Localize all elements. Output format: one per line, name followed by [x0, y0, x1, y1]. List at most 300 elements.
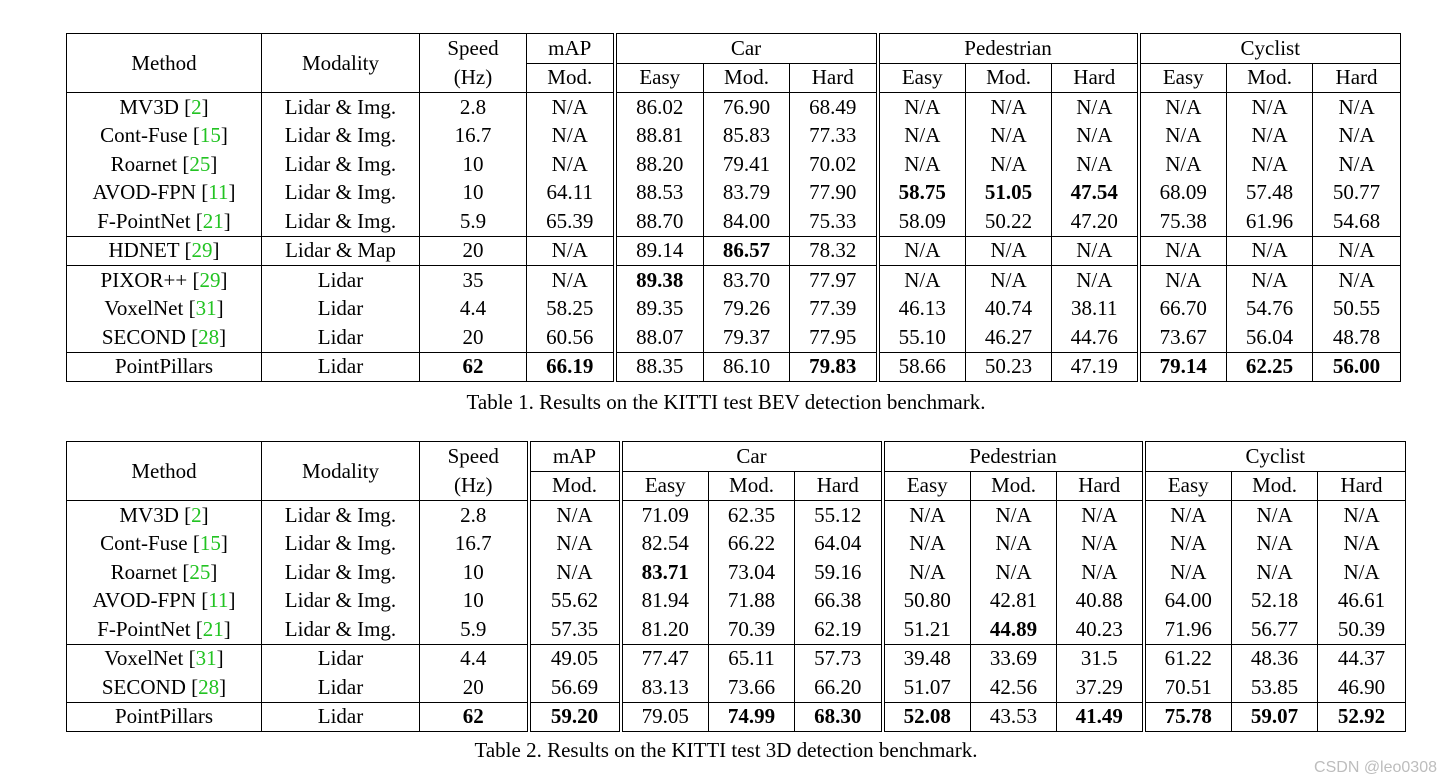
- car-value-cell: 89.38: [615, 266, 704, 295]
- car-value-cell: 83.70: [704, 266, 790, 295]
- header-modality: Modality: [262, 34, 420, 93]
- ped-value-cell: 51.05: [966, 179, 1052, 208]
- method-cell: F-PointNet [21]: [67, 615, 262, 644]
- cyc-value-cell: 79.14: [1139, 352, 1227, 382]
- header-cyc-hard: Hard: [1313, 63, 1401, 93]
- ped-value-cell: 55.10: [878, 323, 966, 352]
- cyc-value-cell: 71.96: [1144, 615, 1232, 644]
- car-value-cell: 77.90: [790, 179, 878, 208]
- car-value-cell: 83.71: [621, 558, 709, 587]
- header-pedestrian: Pedestrian: [883, 442, 1144, 472]
- table-row: [67, 501, 1406, 530]
- cyc-value-cell: 50.55: [1313, 295, 1401, 324]
- citation-link[interactable]: 21: [202, 208, 224, 233]
- citation-link[interactable]: 11: [208, 180, 229, 205]
- header-map-sub: Mod.: [527, 63, 615, 93]
- table1-body: [67, 93, 1401, 382]
- modality-cell: Lidar & Img.: [262, 615, 420, 644]
- ped-value-cell: 44.76: [1052, 323, 1139, 352]
- map-cell: N/A: [529, 501, 621, 530]
- header-car: Car: [621, 442, 883, 472]
- car-value-cell: 70.39: [709, 615, 795, 644]
- citation-link[interactable]: 31: [195, 646, 217, 671]
- cyc-value-cell: N/A: [1313, 122, 1401, 151]
- header-car-easy: Easy: [621, 471, 709, 501]
- header-ped-hard: Hard: [1052, 63, 1139, 93]
- table-row: [67, 644, 1406, 673]
- method-cell: Cont-Fuse [15]: [67, 530, 262, 559]
- table-row: [67, 558, 1406, 587]
- car-value-cell: 79.05: [621, 702, 709, 732]
- cyc-value-cell: 61.96: [1227, 207, 1313, 236]
- cyc-value-cell: 44.37: [1318, 644, 1406, 673]
- cyc-value-cell: 68.09: [1139, 179, 1227, 208]
- cyc-value-cell: N/A: [1232, 530, 1318, 559]
- cyc-value-cell: N/A: [1139, 122, 1227, 151]
- speed-cell: 2.8: [420, 501, 529, 530]
- ped-value-cell: N/A: [1052, 236, 1139, 266]
- table-row: [67, 323, 1401, 352]
- map-cell: 49.05: [529, 644, 621, 673]
- ped-value-cell: 39.48: [883, 644, 971, 673]
- header-modality: Modality: [262, 442, 420, 501]
- map-cell: 59.20: [529, 702, 621, 732]
- table-row: [67, 702, 1406, 732]
- ped-value-cell: 33.69: [971, 644, 1057, 673]
- ped-value-cell: 40.74: [966, 295, 1052, 324]
- speed-cell: 10: [420, 179, 527, 208]
- ped-value-cell: N/A: [966, 236, 1052, 266]
- car-value-cell: 74.99: [709, 702, 795, 732]
- car-value-cell: 88.81: [615, 122, 704, 151]
- map-cell: N/A: [527, 93, 615, 122]
- modality-cell: Lidar & Img.: [262, 530, 420, 559]
- cyc-value-cell: N/A: [1227, 122, 1313, 151]
- cyc-value-cell: 75.78: [1144, 702, 1232, 732]
- ped-value-cell: 51.21: [883, 615, 971, 644]
- method-cell: AVOD-FPN [11]: [67, 587, 262, 616]
- method-name: VoxelNet: [104, 296, 184, 321]
- table-caption: Table 1. Results on the KITTI test BEV detection benchmark.: [466, 390, 986, 414]
- table-row: [67, 93, 1401, 122]
- map-cell: N/A: [529, 558, 621, 587]
- method-cell: SECOND [28]: [67, 673, 262, 702]
- car-value-cell: 70.02: [790, 150, 878, 179]
- ped-value-cell: N/A: [1052, 266, 1139, 295]
- method-name: Cont-Fuse: [100, 531, 188, 556]
- cyc-value-cell: 54.68: [1313, 207, 1401, 236]
- car-value-cell: 68.30: [795, 702, 883, 732]
- car-value-cell: 57.73: [795, 644, 883, 673]
- method-cell: AVOD-FPN [11]: [67, 179, 262, 208]
- ped-value-cell: N/A: [1052, 122, 1139, 151]
- speed-cell: 20: [420, 323, 527, 352]
- cyc-value-cell: N/A: [1139, 93, 1227, 122]
- map-cell: 64.11: [527, 179, 615, 208]
- method-name: AVOD-FPN: [92, 588, 196, 613]
- method-cell: VoxelNet [31]: [67, 295, 262, 324]
- ped-value-cell: N/A: [878, 122, 966, 151]
- car-value-cell: 77.95: [790, 323, 878, 352]
- header-ped-hard: Hard: [1057, 471, 1144, 501]
- car-value-cell: 82.54: [621, 530, 709, 559]
- table-row: [67, 122, 1401, 151]
- car-value-cell: 79.37: [704, 323, 790, 352]
- ped-value-cell: 58.66: [878, 352, 966, 382]
- ped-value-cell: N/A: [966, 266, 1052, 295]
- citation-link[interactable]: 21: [202, 616, 224, 641]
- method-name: Roarnet: [110, 559, 178, 584]
- speed-cell: 20: [420, 673, 529, 702]
- method-name: Roarnet: [110, 151, 178, 176]
- header-car-mod: Mod.: [704, 63, 790, 93]
- speed-cell: 5.9: [420, 207, 527, 236]
- header-car-hard: Hard: [795, 471, 883, 501]
- method-name: PointPillars: [114, 704, 214, 729]
- table-row: [67, 587, 1406, 616]
- cyc-value-cell: N/A: [1313, 236, 1401, 266]
- ped-value-cell: 52.08: [883, 702, 971, 732]
- ped-value-cell: N/A: [1052, 150, 1139, 179]
- cyc-value-cell: N/A: [1227, 150, 1313, 179]
- header-cyclist: Cyclist: [1144, 442, 1406, 472]
- ped-value-cell: N/A: [1052, 93, 1139, 122]
- car-value-cell: 89.35: [615, 295, 704, 324]
- ped-value-cell: 42.81: [971, 587, 1057, 616]
- car-value-cell: 77.47: [621, 644, 709, 673]
- header-cyc-easy: Easy: [1139, 63, 1227, 93]
- speed-cell: 4.4: [420, 295, 527, 324]
- cyc-value-cell: 56.00: [1313, 352, 1401, 382]
- header-pedestrian: Pedestrian: [878, 34, 1139, 64]
- speed-cell: 62: [420, 352, 527, 382]
- cyc-value-cell: N/A: [1232, 501, 1318, 530]
- table-caption: Table 2. Results on the KITTI test 3D detection benchmark.: [474, 738, 978, 762]
- car-value-cell: 85.83: [704, 122, 790, 151]
- cyc-value-cell: N/A: [1139, 266, 1227, 295]
- map-cell: 58.25: [527, 295, 615, 324]
- header-map: mAP: [527, 34, 615, 64]
- modality-cell: Lidar: [262, 266, 420, 295]
- header-speed: Speed: [420, 442, 529, 472]
- car-value-cell: 55.12: [795, 501, 883, 530]
- method-cell: MV3D [2]: [67, 501, 262, 530]
- cyc-value-cell: 56.77: [1232, 615, 1318, 644]
- header-car-mod: Mod.: [709, 471, 795, 501]
- ped-value-cell: N/A: [971, 558, 1057, 587]
- map-cell: N/A: [527, 266, 615, 295]
- cyc-value-cell: N/A: [1139, 236, 1227, 266]
- speed-cell: 2.8: [420, 93, 527, 122]
- map-cell: N/A: [527, 236, 615, 266]
- modality-cell: Lidar & Img.: [262, 558, 420, 587]
- cyc-value-cell: N/A: [1313, 150, 1401, 179]
- method-name: F-PointNet: [97, 208, 191, 233]
- car-value-cell: 78.32: [790, 236, 878, 266]
- table-row: [67, 236, 1401, 266]
- car-value-cell: 62.19: [795, 615, 883, 644]
- cyc-value-cell: 57.48: [1227, 179, 1313, 208]
- cyc-value-cell: 52.18: [1232, 587, 1318, 616]
- table-row: [67, 673, 1406, 702]
- method-name: SECOND: [101, 324, 186, 349]
- header-speed: Speed: [420, 34, 527, 64]
- header-ped-easy: Easy: [878, 63, 966, 93]
- table-row: [67, 179, 1401, 208]
- modality-cell: Lidar & Map: [262, 236, 420, 266]
- car-value-cell: 66.38: [795, 587, 883, 616]
- method-cell: Roarnet [25]: [67, 558, 262, 587]
- speed-cell: 62: [420, 702, 529, 732]
- header-cyc-easy: Easy: [1144, 471, 1232, 501]
- car-value-cell: 77.97: [790, 266, 878, 295]
- cyc-value-cell: N/A: [1144, 558, 1232, 587]
- cyc-value-cell: 56.04: [1227, 323, 1313, 352]
- modality-cell: Lidar & Img.: [262, 122, 420, 151]
- cyc-value-cell: 70.51: [1144, 673, 1232, 702]
- modality-cell: Lidar & Img.: [262, 179, 420, 208]
- table-row: [67, 530, 1406, 559]
- car-value-cell: 59.16: [795, 558, 883, 587]
- ped-value-cell: N/A: [1057, 530, 1144, 559]
- modality-cell: Lidar: [262, 702, 420, 732]
- header-cyc-mod: Mod.: [1227, 63, 1313, 93]
- method-name: VoxelNet: [104, 646, 184, 671]
- method-name: PointPillars: [114, 354, 214, 379]
- speed-cell: 10: [420, 150, 527, 179]
- car-value-cell: 86.57: [704, 236, 790, 266]
- ped-value-cell: 41.49: [1057, 702, 1144, 732]
- ped-value-cell: N/A: [971, 530, 1057, 559]
- header-ped-mod: Mod.: [971, 471, 1057, 501]
- modality-cell: Lidar & Img.: [262, 207, 420, 236]
- cyc-value-cell: N/A: [1144, 501, 1232, 530]
- ped-value-cell: N/A: [878, 150, 966, 179]
- car-value-cell: 77.33: [790, 122, 878, 151]
- method-name: MV3D: [119, 94, 179, 119]
- car-value-cell: 86.10: [704, 352, 790, 382]
- car-value-cell: 66.20: [795, 673, 883, 702]
- cyc-value-cell: N/A: [1144, 530, 1232, 559]
- modality-cell: Lidar & Img.: [262, 150, 420, 179]
- car-value-cell: 79.41: [704, 150, 790, 179]
- car-value-cell: 73.04: [709, 558, 795, 587]
- citation-link[interactable]: 28: [198, 674, 220, 699]
- ped-value-cell: N/A: [878, 93, 966, 122]
- method-cell: Cont-Fuse [15]: [67, 122, 262, 151]
- cyc-value-cell: N/A: [1318, 501, 1406, 530]
- citation-link[interactable]: 15: [199, 123, 221, 148]
- header-map-sub: Mod.: [529, 471, 621, 501]
- method-cell: F-PointNet [21]: [67, 207, 262, 236]
- cyc-value-cell: 61.22: [1144, 644, 1232, 673]
- modality-cell: Lidar & Img.: [262, 93, 420, 122]
- modality-cell: Lidar: [262, 673, 420, 702]
- cyc-value-cell: N/A: [1139, 150, 1227, 179]
- ped-value-cell: 42.56: [971, 673, 1057, 702]
- ped-value-cell: 31.5: [1057, 644, 1144, 673]
- cyc-value-cell: 66.70: [1139, 295, 1227, 324]
- method-cell: Roarnet [25]: [67, 150, 262, 179]
- ped-value-cell: 58.09: [878, 207, 966, 236]
- ped-value-cell: 40.88: [1057, 587, 1144, 616]
- car-value-cell: 76.90: [704, 93, 790, 122]
- cyc-value-cell: 48.78: [1313, 323, 1401, 352]
- header-speed-unit: (Hz): [420, 471, 529, 501]
- ped-value-cell: 38.11: [1052, 295, 1139, 324]
- speed-cell: 5.9: [420, 615, 529, 644]
- car-value-cell: 71.09: [621, 501, 709, 530]
- method-cell: MV3D [2]: [67, 93, 262, 122]
- ped-value-cell: 51.07: [883, 673, 971, 702]
- cyc-value-cell: 46.90: [1318, 673, 1406, 702]
- car-value-cell: 88.35: [615, 352, 704, 382]
- car-value-cell: 66.22: [709, 530, 795, 559]
- map-cell: 65.39: [527, 207, 615, 236]
- ped-value-cell: N/A: [971, 501, 1057, 530]
- method-name: HDNET: [108, 238, 180, 263]
- map-cell: N/A: [527, 150, 615, 179]
- ped-value-cell: 40.23: [1057, 615, 1144, 644]
- ped-value-cell: 46.13: [878, 295, 966, 324]
- citation-link[interactable]: 2: [191, 94, 202, 119]
- ped-value-cell: 47.19: [1052, 352, 1139, 382]
- ped-value-cell: N/A: [883, 530, 971, 559]
- header-method: Method: [67, 442, 262, 501]
- ped-value-cell: 44.89: [971, 615, 1057, 644]
- citation-link[interactable]: 25: [189, 559, 211, 584]
- citation-link[interactable]: 11: [208, 588, 229, 613]
- car-value-cell: 88.70: [615, 207, 704, 236]
- citation-link[interactable]: 29: [199, 267, 221, 292]
- cyc-value-cell: N/A: [1227, 266, 1313, 295]
- cyc-value-cell: N/A: [1318, 530, 1406, 559]
- car-value-cell: 79.83: [790, 352, 878, 382]
- method-name: Cont-Fuse: [100, 123, 188, 148]
- header-map: mAP: [529, 442, 621, 472]
- cyc-value-cell: N/A: [1313, 93, 1401, 122]
- cyc-value-cell: 50.39: [1318, 615, 1406, 644]
- cyc-value-cell: 62.25: [1227, 352, 1313, 382]
- method-name: F-PointNet: [97, 616, 191, 641]
- table-row: [67, 207, 1401, 236]
- modality-cell: Lidar & Img.: [262, 501, 420, 530]
- method-cell: PIXOR++ [29]: [67, 266, 262, 295]
- ped-value-cell: N/A: [1057, 558, 1144, 587]
- cyc-value-cell: N/A: [1318, 558, 1406, 587]
- car-value-cell: 64.04: [795, 530, 883, 559]
- cyc-value-cell: 48.36: [1232, 644, 1318, 673]
- ped-value-cell: N/A: [883, 558, 971, 587]
- ped-value-cell: 47.54: [1052, 179, 1139, 208]
- car-value-cell: 73.66: [709, 673, 795, 702]
- map-cell: N/A: [529, 530, 621, 559]
- ped-value-cell: N/A: [1057, 501, 1144, 530]
- header-speed-unit: (Hz): [420, 63, 527, 93]
- cyc-value-cell: N/A: [1227, 236, 1313, 266]
- modality-cell: Lidar: [262, 295, 420, 324]
- header-cyclist: Cyclist: [1139, 34, 1401, 64]
- cyc-value-cell: 64.00: [1144, 587, 1232, 616]
- ped-value-cell: N/A: [966, 122, 1052, 151]
- cyc-value-cell: 52.92: [1318, 702, 1406, 732]
- results-table-bev: [66, 33, 1401, 382]
- table-row: [67, 266, 1401, 295]
- map-cell: 57.35: [529, 615, 621, 644]
- citation-link[interactable]: 28: [198, 324, 220, 349]
- ped-value-cell: 37.29: [1057, 673, 1144, 702]
- method-name: MV3D: [119, 502, 179, 527]
- header-car: Car: [615, 34, 878, 64]
- map-cell: N/A: [527, 122, 615, 151]
- modality-cell: Lidar: [262, 352, 420, 382]
- cyc-value-cell: 46.61: [1318, 587, 1406, 616]
- citation-link[interactable]: 15: [199, 531, 221, 556]
- cyc-value-cell: N/A: [1232, 558, 1318, 587]
- ped-value-cell: N/A: [966, 150, 1052, 179]
- citation-link[interactable]: 31: [195, 296, 217, 321]
- car-value-cell: 71.88: [709, 587, 795, 616]
- watermark: CSDN @leo0308: [1314, 759, 1437, 776]
- map-cell: 60.56: [527, 323, 615, 352]
- cyc-value-cell: 75.38: [1139, 207, 1227, 236]
- ped-value-cell: 58.75: [878, 179, 966, 208]
- citation-link[interactable]: 2: [191, 502, 202, 527]
- speed-cell: 35: [420, 266, 527, 295]
- modality-cell: Lidar: [262, 644, 420, 673]
- ped-value-cell: 50.80: [883, 587, 971, 616]
- car-value-cell: 88.20: [615, 150, 704, 179]
- header-ped-easy: Easy: [883, 471, 971, 501]
- ped-value-cell: 43.53: [971, 702, 1057, 732]
- cyc-value-cell: 54.76: [1227, 295, 1313, 324]
- method-cell: [67, 352, 262, 382]
- header-cyc-hard: Hard: [1318, 471, 1406, 501]
- speed-cell: 4.4: [420, 644, 529, 673]
- cyc-value-cell: 53.85: [1232, 673, 1318, 702]
- car-value-cell: 89.14: [615, 236, 704, 266]
- citation-link[interactable]: 25: [189, 151, 211, 176]
- car-value-cell: 77.39: [790, 295, 878, 324]
- ped-value-cell: 47.20: [1052, 207, 1139, 236]
- table-row: [67, 295, 1401, 324]
- method-cell: [67, 702, 262, 732]
- ped-value-cell: 50.23: [966, 352, 1052, 382]
- car-value-cell: 84.00: [704, 207, 790, 236]
- method-name: PIXOR++: [100, 267, 188, 292]
- table2-body: [67, 501, 1406, 732]
- method-name: AVOD-FPN: [92, 180, 196, 205]
- modality-cell: Lidar: [262, 323, 420, 352]
- speed-cell: 10: [420, 558, 529, 587]
- ped-value-cell: 50.22: [966, 207, 1052, 236]
- citation-link[interactable]: 29: [191, 238, 213, 263]
- modality-cell: Lidar & Img.: [262, 587, 420, 616]
- header-method: Method: [67, 34, 262, 93]
- map-cell: 55.62: [529, 587, 621, 616]
- table-row: [67, 352, 1401, 382]
- method-cell: HDNET [29]: [67, 236, 262, 266]
- method-name: SECOND: [101, 674, 186, 699]
- table-row: [67, 615, 1406, 644]
- header-car-easy: Easy: [615, 63, 704, 93]
- car-value-cell: 65.11: [709, 644, 795, 673]
- speed-cell: 20: [420, 236, 527, 266]
- speed-cell: 16.7: [420, 122, 527, 151]
- cyc-value-cell: 59.07: [1232, 702, 1318, 732]
- method-cell: SECOND [28]: [67, 323, 262, 352]
- ped-value-cell: N/A: [878, 236, 966, 266]
